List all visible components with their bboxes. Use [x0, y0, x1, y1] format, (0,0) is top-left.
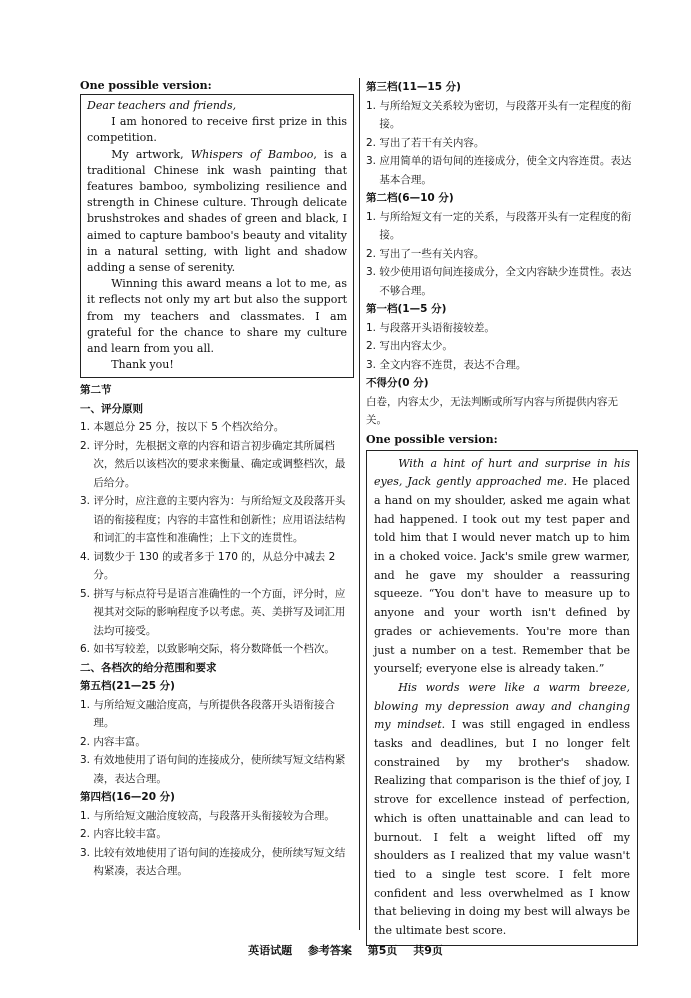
- tier0-title: 不得分(0 分): [366, 377, 429, 389]
- letter-paragraph-3: Winning this award means a lot to me, as it reflects not only my art but also the support from my teachers and classmates. I am grateful for the chance to share my culture and learn from you all.: [87, 277, 347, 356]
- item-number: 1.: [366, 210, 380, 223]
- letter-p2-post: , is a traditional Chinese ink wash painting that features bamboo, symbolizing resilience and strength in Chinese culture. Through delicate brushstrokes and shades of green and black, I aimed to capture bamboo's beauty and vitality in a natural setting, with light and shadow adding a sense of serenity.: [87, 147, 347, 275]
- story-version-label: One possible version:: [366, 432, 498, 446]
- item-number: 2.: [80, 828, 94, 841]
- list-item: [366, 97, 638, 134]
- list-item: [80, 733, 354, 752]
- list-item: [80, 844, 354, 881]
- column-divider: [359, 78, 360, 930]
- item-number: 1.: [80, 698, 94, 711]
- list-item: [366, 152, 638, 189]
- story-p2-body: I was still engaged in endless tasks and deadlines, but I no longer felt constrained by my brother's shadow. Realizing that comparison is the thief of joy, I strove for excellence instead of perfection, which is often unattainable and can lead to burnout. I felt a weight lifted off my shoulders as I realized that my value wasn't tied to a single test score. I felt more confident and less overwhelmed as I know that believing in doing my best will always be the ultimate best score.: [374, 718, 630, 938]
- list-item: [366, 337, 638, 356]
- item-text: 如书写较差，以致影响交际，将分数降低一个档次。: [93, 643, 335, 656]
- tier1-title: 第一档(1—5 分): [366, 303, 447, 315]
- item-number: 6.: [80, 643, 94, 656]
- item-number: 3.: [80, 495, 94, 508]
- item-text: 与所给短文融洽度高，与所提供各段落开头语衔接合理。: [93, 698, 335, 730]
- item-text: 内容丰富。: [93, 735, 146, 748]
- item-text: 与所给短文关系较为密切，与段落开头有一定程度的衔接。: [379, 99, 632, 130]
- item-text: 比较有效地使用了语句间的连接成分，使所续写短文结构紧凑，表达合理。: [93, 846, 346, 878]
- list-item: [366, 263, 638, 300]
- tier2-title: 第二档(6—10 分): [366, 192, 454, 204]
- item-text: 评分时，先根据文章的内容和语言初步确定其所属档次，然后以该档次的要求来衡量、确定或调整档次，最后给分。: [93, 439, 346, 489]
- principles-list: [80, 418, 354, 659]
- item-number: 1.: [366, 99, 380, 112]
- item-number: 3.: [366, 266, 380, 278]
- list-item: [80, 696, 354, 733]
- item-number: 2.: [366, 340, 380, 352]
- list-item: [80, 640, 354, 659]
- footer-subject: 英语试题: [248, 944, 293, 957]
- version-label: One possible version:: [80, 79, 212, 92]
- item-number: 1.: [80, 421, 94, 434]
- letter-greeting: Dear teachers and friends,: [87, 99, 237, 112]
- item-text: 有效地使用了语句间的连接成分，使所续写短文结构紧凑，表达合理。: [93, 754, 346, 785]
- item-text: 较少使用语句间连接成分，全文内容缺少连贯性。表达不够合理。: [379, 266, 632, 297]
- scoring-section: [80, 381, 354, 881]
- item-text: 本题总分 25 分，按以下 5 个档次给分。: [93, 421, 285, 434]
- item-number: 5.: [80, 587, 94, 600]
- story-p1-body: He placed a hand on my shoulder, asked me again what had happened. I took out my test paper and told him that I would never match up to him in a choked voice. Jack's smile grew warmer, and he gave my shoulder a reassuring squeeze. “You don't have to measure up to anyone and your worth isn't defined by grades or achievements. You're more than just a number on a test. Remember that be yourself; everyone else is already taken.”: [374, 475, 630, 676]
- letter-paragraph-1: I am honored to receive first prize in this competition.: [87, 115, 347, 145]
- tier0-text: 白卷，内容太少，无法判断或所写内容与所提供内容无关。: [366, 395, 618, 426]
- item-number: 2.: [366, 247, 380, 260]
- list-item: [80, 585, 354, 641]
- letter-p2-pre: My artwork,: [111, 147, 191, 161]
- list-item: [366, 245, 638, 264]
- item-text: 与所给短文融洽度较高，与段落开头衔接较为合理。: [93, 809, 335, 822]
- item-number: 4.: [80, 550, 94, 563]
- item-number: 3.: [366, 358, 380, 371]
- footer-page: 第5页: [367, 944, 398, 957]
- item-text: 内容比较丰富。: [93, 828, 167, 841]
- tier-details: [366, 78, 638, 430]
- tier4-title: 第四档(16—20 分): [80, 791, 175, 804]
- footer-total: 共9页: [413, 944, 443, 957]
- page-footer: [0, 942, 691, 958]
- list-item: [80, 825, 354, 844]
- story-p2-opening: His words were like a warm breeze, blowing my depression away and changing my mindset.: [374, 680, 630, 732]
- item-number: 2.: [80, 439, 94, 452]
- item-number: 3.: [366, 155, 380, 167]
- tier5-list: [80, 696, 354, 789]
- tier4-list: [80, 807, 354, 881]
- item-text: 写出内容太少。: [379, 340, 453, 352]
- story-paragraph-1: [374, 455, 630, 679]
- list-item: [366, 356, 638, 375]
- letter-paragraph-2: [87, 147, 347, 277]
- list-item: [80, 492, 354, 548]
- tier2-list: [366, 208, 638, 301]
- item-text: 应用简单的语句间的连接成分，使全文内容连贯。表达基本合理。: [379, 155, 632, 186]
- item-text: 评分时，应注意的主要内容为：与所给短文及段落开头语的衔接程度；内容的丰富性和创新性；应用语法结构和词汇的丰富性和准确性；上下文的连贯性。: [93, 495, 346, 545]
- list-item: [366, 208, 638, 245]
- sample-letter-box: [80, 94, 354, 378]
- tier3-list: [366, 97, 638, 190]
- letter-closing: Thank you!: [111, 358, 174, 372]
- sample-story-box: [366, 450, 638, 946]
- left-column: [80, 78, 354, 881]
- item-text: 与所给短文有一定的关系，与段落开头有一定程度的衔接。: [379, 210, 632, 241]
- item-number: 1.: [80, 809, 94, 822]
- item-number: 1.: [366, 321, 380, 334]
- item-number: 3.: [80, 754, 94, 767]
- list-item: [80, 548, 354, 585]
- item-text: 写出了一些有关内容。: [379, 247, 485, 260]
- item-text: 写出了若干有关内容。: [379, 136, 485, 149]
- list-item: [80, 418, 354, 437]
- tiers-title: 二、各档次的给分范围和要求: [80, 661, 217, 674]
- principles-title: 一、评分原则: [80, 402, 143, 415]
- item-number: 2.: [80, 735, 94, 748]
- list-item: [80, 751, 354, 788]
- artwork-title: Whispers of Bamboo: [190, 147, 314, 161]
- footer-answer: 参考答案: [307, 944, 352, 957]
- item-text: 与段落开头语衔接较差。: [379, 321, 495, 334]
- tier3-title: 第三档(11—15 分): [366, 81, 461, 93]
- tier5-title: 第五档(21—25 分): [80, 680, 175, 693]
- right-column: [366, 78, 638, 946]
- story-paragraph-2: [374, 679, 630, 941]
- item-text: 全文内容不连贯，表达不合理。: [379, 358, 527, 371]
- item-text: 词数少于 130 的或者多于 170 的，从总分中减去 2 分。: [93, 550, 336, 582]
- item-number: 3.: [80, 846, 94, 859]
- item-number: 2.: [366, 136, 380, 149]
- story-p1-opening: With a hint of hurt and surprise in his eyes, Jack gently approached me.: [374, 456, 630, 489]
- tier1-list: [366, 319, 638, 375]
- list-item: [366, 134, 638, 153]
- list-item: [366, 319, 638, 338]
- section-2-title: 第二节: [80, 384, 112, 397]
- list-item: [80, 437, 354, 493]
- item-text: 拼写与标点符号是语言准确性的一个方面，评分时，应视其对交际的影响程度予以考虑。英、美拼写及词汇用法均可接受。: [93, 587, 346, 637]
- list-item: [80, 807, 354, 826]
